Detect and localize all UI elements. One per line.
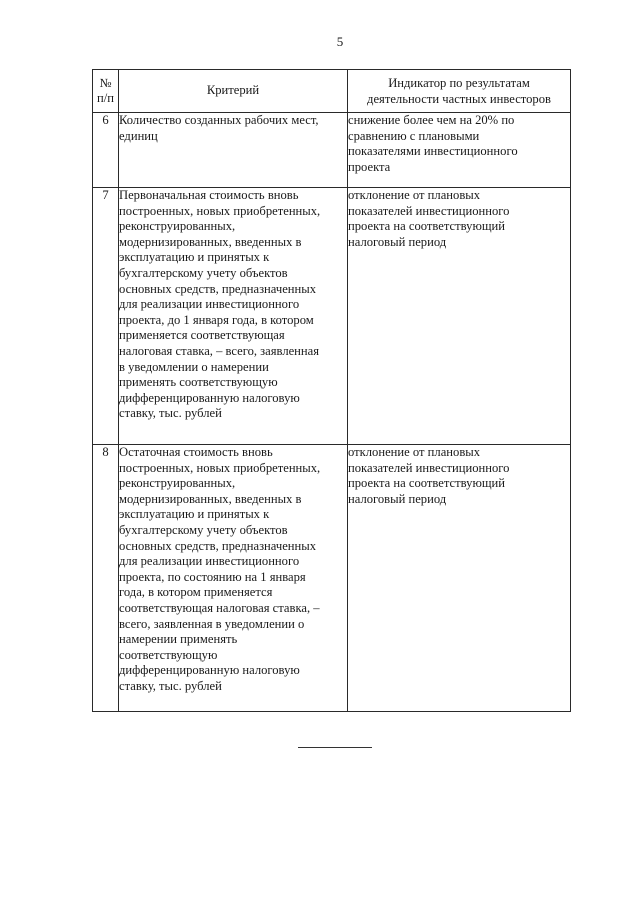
table-row [93, 188, 571, 445]
table-header-row [93, 70, 571, 113]
header-criterion-label: Критерий [206, 83, 260, 98]
header-number-label: № п/п [97, 76, 114, 105]
criterion-text: Количество созданных рабочих мест, единиц [119, 113, 319, 143]
criterion-cell [119, 445, 348, 712]
row-number: 7 [102, 188, 109, 202]
page-number: 5 [336, 34, 344, 49]
table-row [93, 445, 571, 712]
end-of-document-line [298, 747, 372, 748]
table-row [93, 113, 571, 188]
header-criterion [119, 70, 348, 113]
criteria-table [92, 69, 571, 712]
indicator-text: отклонение от плановых показателей инвестиционного проекта на соответствующий налоговый период [348, 445, 510, 506]
criterion-text: Первоначальная стоимость вновь построенных, новых приобретенных, реконструированных, модернизированных, введенных в эксплуатацию и принятых к бухгалтерскому учету объектов основных средств, предназначенных для реализации инвестиционного проекта, до 1 января года, в котором применяется соответствующая налоговая ставка, – всего, заявленная в уведомлении о намерении применять соответствующую дифференцированную налоговую ставку, тыс. рублей [119, 188, 321, 421]
criterion-text: Остаточная стоимость вновь построенных, новых приобретенных, реконструированных, модернизированных, введенных в эксплуатацию и принятых к бухгалтерскому учету объектов основных средств, предназначенных для реализации инвестиционного проекта, по состоянию на 1 января года, в котором применяется соответствующая налоговая ставка, – всего, заявленная в уведомлении о намерении применять соответствующую дифференцированную налоговую ставку, тыс. рублей [119, 445, 321, 693]
row-number-cell [93, 113, 119, 188]
indicator-text: снижение более чем на 20% по сравнению с плановыми показателями инвестиционного проекта [348, 113, 518, 174]
header-indicator [348, 70, 571, 113]
indicator-cell [348, 113, 571, 188]
row-number: 6 [102, 113, 109, 127]
row-number: 8 [102, 445, 109, 459]
indicator-cell [348, 445, 571, 712]
criterion-cell [119, 188, 348, 445]
header-number [93, 70, 119, 113]
header-indicator-label: Индикатор по результатам деятельности частных инвесторов [367, 76, 551, 106]
indicator-text: отклонение от плановых показателей инвестиционного проекта на соответствующий налоговый период [348, 188, 510, 249]
indicator-cell [348, 188, 571, 445]
row-number-cell [93, 188, 119, 445]
row-number-cell [93, 445, 119, 712]
criterion-cell [119, 113, 348, 188]
